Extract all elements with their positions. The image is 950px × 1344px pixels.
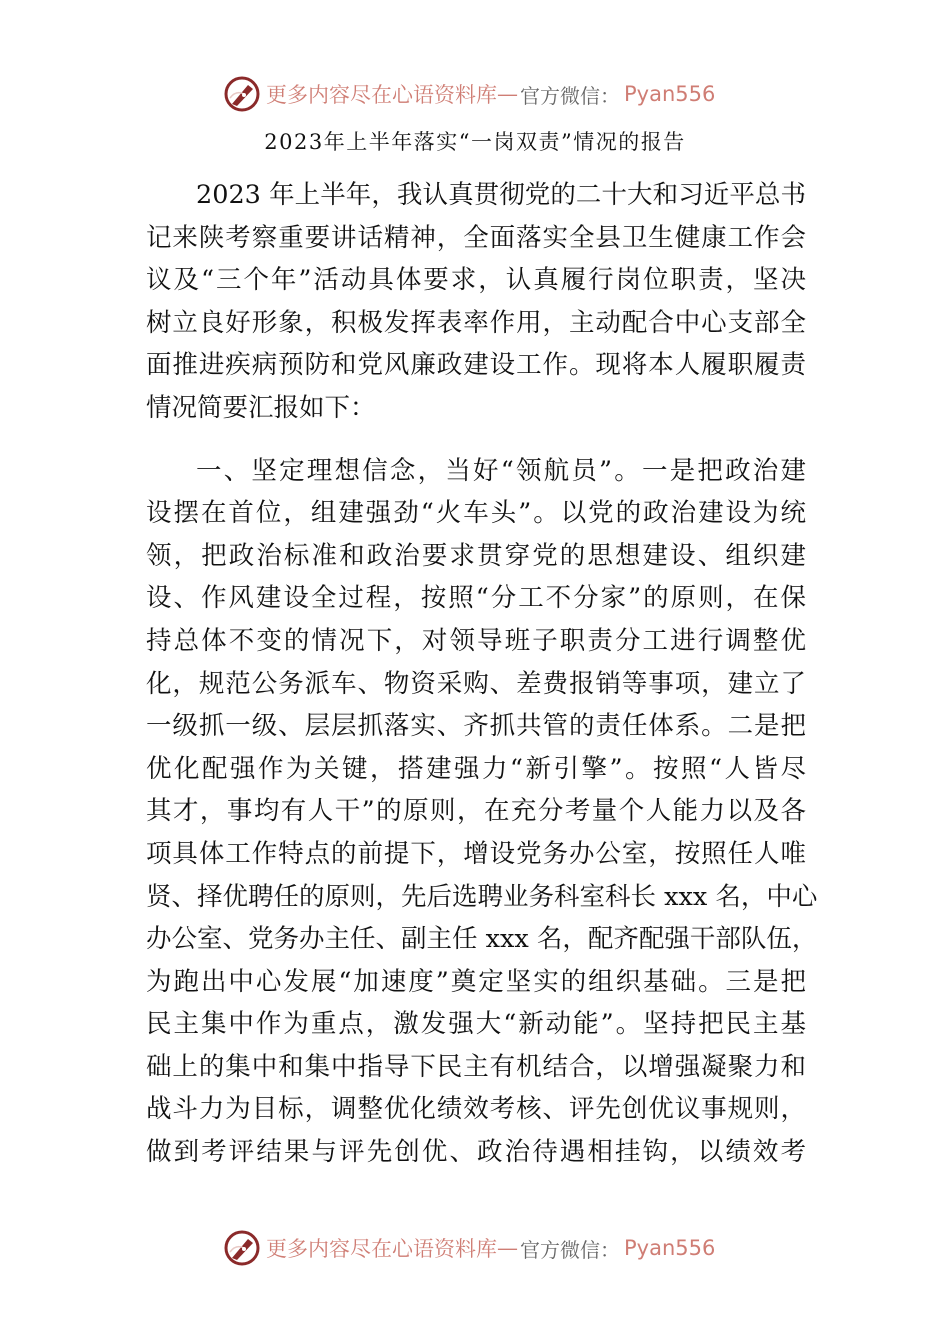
paragraph-section-one (146, 450, 818, 1174)
watermark-wechat-label: 官方微信： (520, 1237, 620, 1262)
watermark-dash: — (497, 1236, 518, 1260)
text-line: 记来陕考察重要讲话精神，全面落实全县卫生健康工作会 (146, 222, 806, 253)
text-line: 办公室、党务办主任、副主任 xxx 名，配齐配强干部队伍， (146, 924, 818, 955)
paragraph-gap (146, 430, 806, 450)
text-line: 一级抓一级、层层抓落实、齐抓共管的责任体系。二是把 (146, 711, 806, 742)
text-line: 优化配强作为关键，搭建强力“新引擎”。按照“人皆尽 (146, 753, 806, 784)
text-line: 其才，事均有人干”的原则，在充分考量个人能力以及各 (146, 796, 806, 827)
text-line: 一、坚定理想信念，当好“领航员”。一是把政治建 (196, 455, 806, 486)
text-line: 树立良好形象，积极发挥表率作用，主动配合中心支部全 (146, 307, 806, 338)
watermark-dash: — (497, 82, 518, 106)
text-line: 情况简要汇报如下： (146, 392, 376, 423)
document-title: 2023年上半年落实“一岗双责”情况的报告 (264, 130, 686, 154)
document-body (146, 174, 818, 1174)
text-line: 战斗力为目标，调整优化绩效考核、评先创优议事规则， (146, 1094, 806, 1125)
text-line: 化，规范公务派车、物资采购、差费报销等事项，建立了 (146, 668, 806, 699)
text-line: 领，把政治标准和政治要求贯穿党的思想建设、组织建 (146, 540, 806, 571)
text-line: 持总体不变的情况下，对领导班子职责分工进行调整优 (146, 625, 806, 656)
text-line: 做到考评结果与评先创优、政治待遇相挂钩，以绩效考 (146, 1137, 806, 1168)
text-line: 民主集中作为重点，激发强大“新动能”。坚持把民主基 (146, 1009, 806, 1040)
pen-nib-logo-icon (224, 1230, 260, 1266)
text-line: 为跑出中心发展“加速度”奠定坚实的组织基础。三是把 (146, 966, 806, 997)
text-line: 础上的集中和集中指导下民主有机结合，以增强凝聚力和 (146, 1051, 806, 1082)
watermark-text: 更多内容尽在心语资料库 (266, 83, 497, 107)
text-line: 贤、择优聘任的原则，先后选聘业务科室科长 xxx 名，中心 (146, 881, 818, 912)
text-line: 设、作风建设全过程，按照“分工不分家”的原则，在保 (146, 583, 806, 614)
paragraph-intro (146, 174, 806, 430)
text-line: 面推进疾病预防和党风廉政建设工作。现将本人履职履责 (146, 350, 806, 381)
text-line: 2023 年上半年，我认真贯彻党的二十大和习近平总书 (196, 180, 806, 210)
watermark-wechat-id: Pyan556 (624, 1236, 716, 1260)
text-line: 议及“三个年”活动具体要求，认真履行岗位职责，坚决 (146, 265, 806, 296)
text-line: 设摆在首位，组建强劲“火车头”。以党的政治建设为统 (146, 498, 806, 529)
watermark-wechat-id: Pyan556 (624, 82, 716, 106)
pen-nib-logo-icon (224, 76, 260, 112)
watermark-banner-bottom (224, 1228, 715, 1268)
watermark-text: 更多内容尽在心语资料库 (266, 1237, 497, 1261)
watermark-banner-top (224, 74, 715, 114)
watermark-wechat-label: 官方微信： (520, 83, 620, 108)
text-line: 项具体工作特点的前提下，增设党务办公室，按照任人唯 (146, 838, 806, 869)
